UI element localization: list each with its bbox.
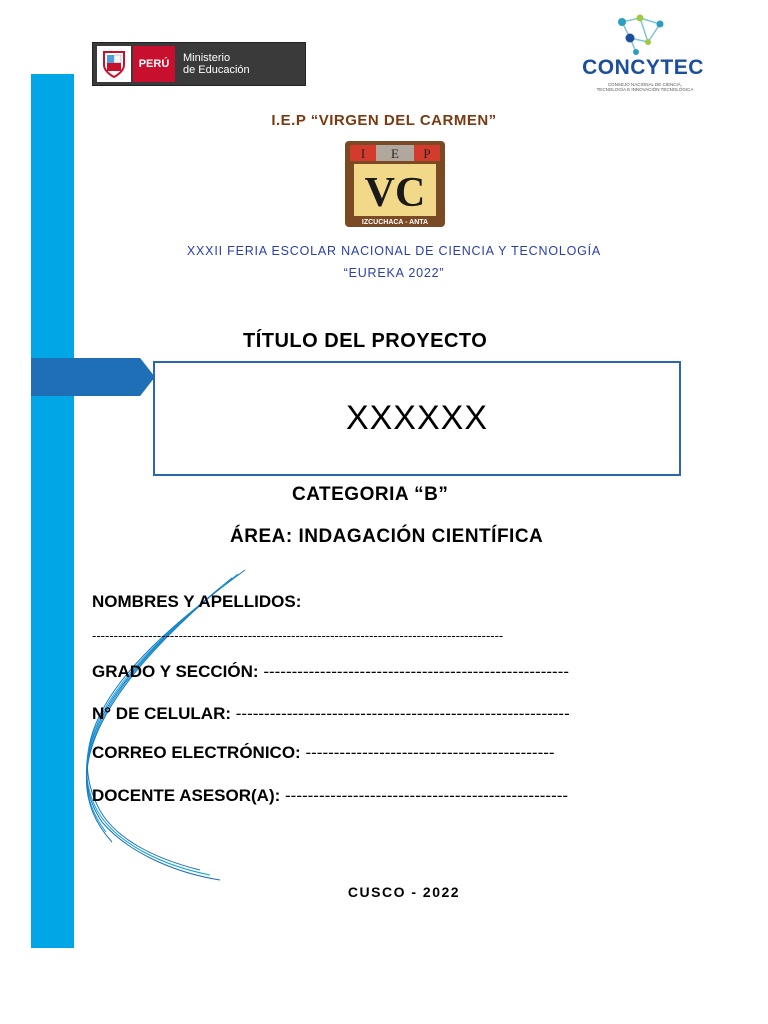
crest-letter-2: E <box>391 146 399 161</box>
concytec-subtitle-line2: TECNOLOGÍA E INNOVACIÓN TECNOLÓGICA <box>596 87 694 92</box>
school-crest-icon <box>344 140 446 228</box>
project-title-box <box>153 361 681 476</box>
field-docente-line: -------------------------------------------------- <box>285 786 569 805</box>
category-heading: CATEGORIA “B” <box>292 484 449 505</box>
crest-monogram: VC <box>364 170 426 216</box>
concytec-subtitle <box>585 82 705 92</box>
field-correo-label: CORREO ELECTRÓNICO: <box>92 743 301 762</box>
crest-place: IZCUCHACA - ANTA <box>361 219 429 226</box>
minedu-logo <box>92 42 306 86</box>
field-docente <box>92 786 568 806</box>
ministry-line1: Ministerio <box>183 52 231 64</box>
peru-label: PERÚ <box>133 46 175 82</box>
field-celular-line: ----------------------------------------------------------- <box>235 704 570 723</box>
field-grado <box>92 662 569 682</box>
arrow-tab-decoration <box>31 358 155 396</box>
area-heading: ÁREA: INDAGACIÓN CIENTÍFICA <box>230 526 544 547</box>
ministry-line2: de Educación <box>183 64 250 76</box>
concytec-wordmark: CONCYTEC <box>582 56 704 79</box>
field-correo-line: -------------------------------------------- <box>305 743 555 762</box>
peru-shield-icon <box>97 46 131 82</box>
field-celular-label: N° DE CELULAR: <box>92 704 232 723</box>
side-decorative-bar <box>31 74 74 948</box>
project-title-value: XXXXXX <box>345 399 489 437</box>
concytec-subtitle-line1: CONSEJO NACIONAL DE CIENCIA, <box>607 82 683 87</box>
footer-city-year: CUSCO - 2022 <box>347 884 461 900</box>
ministry-text <box>183 52 250 76</box>
field-nombres-line: ----------------------------------------------------------------------------------------------- <box>92 628 504 643</box>
school-name: I.E.P “VIRGEN DEL CARMEN” <box>271 112 497 129</box>
field-grado-label: GRADO Y SECCIÓN: <box>92 662 259 681</box>
field-celular <box>92 704 570 724</box>
field-correo <box>92 743 555 763</box>
field-grado-line: ------------------------------------------------------ <box>263 662 570 681</box>
project-title-label: TÍTULO DEL PROYECTO <box>243 330 488 352</box>
field-nombres-label: NOMBRES Y APELLIDOS: <box>92 592 302 611</box>
field-docente-label: DOCENTE ASESOR(A): <box>92 786 281 805</box>
crest-letter-1: I <box>360 146 366 161</box>
fair-title-line1: XXXII FERIA ESCOLAR NACIONAL DE CIENCIA Y TECNOLOGÍA <box>186 244 602 258</box>
crest-letter-3: P <box>423 146 431 161</box>
fair-title-line2: “EUREKA 2022” <box>343 266 445 280</box>
